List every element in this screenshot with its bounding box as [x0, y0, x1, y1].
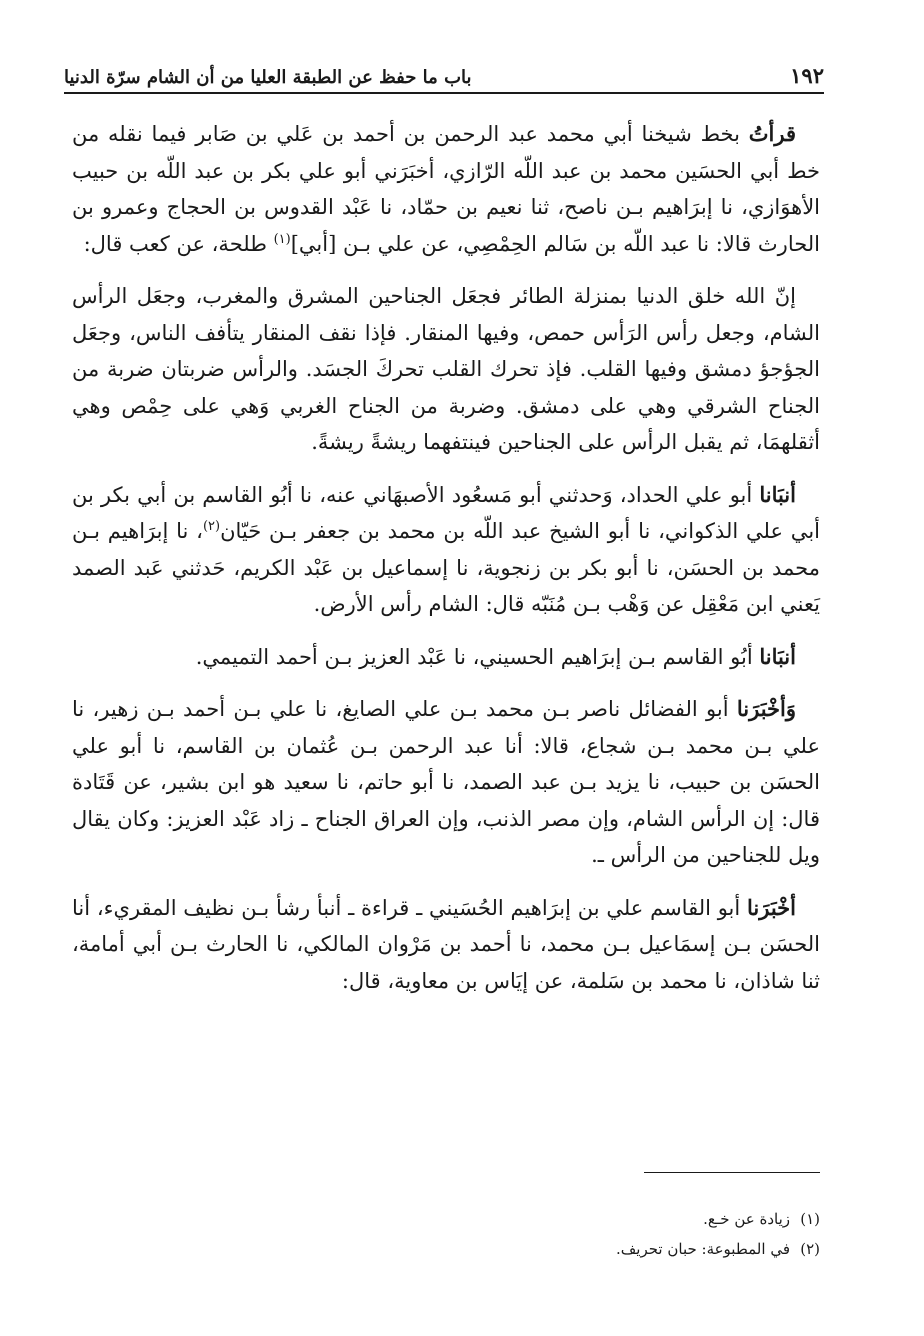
paragraph-lead-word: أنبَانا	[759, 481, 796, 507]
paragraph-lead-word: وَأخْبَرَنا	[736, 696, 796, 721]
paragraph-text: أبو القاسم علي بن إبرَاهيم الحُسَيني ـ قراءة ـ أنبأ رشأ بـن نظيف المقريء، أنا الحسَن بـن إسمَاعيل بـن محمد، نا أحمد بن مَرْوان المالكي، نا الحارث بـن أبي أمامة، ثنا شاذان، نا محمد بن سَلمة، عن إيَاس بن معاوية، قال:	[72, 895, 820, 993]
footnote-marker-2: (٢)	[202, 519, 221, 534]
paragraph-gap	[72, 623, 820, 639]
paragraph-lead-word: قرأتُ	[748, 121, 796, 146]
footnote-separator	[644, 1172, 820, 1173]
paragraph-gap	[72, 874, 820, 890]
footnote-marker-1: (١)	[273, 231, 291, 247]
paragraph-lead-word: أنبَانا	[759, 643, 796, 669]
footnote-text: في المطبوعة: حبان تحريف.	[615, 1240, 790, 1258]
footnote-1	[180, 1204, 820, 1234]
main-text	[72, 116, 820, 999]
paragraph-text-continued: ، نا إبرَاهيم بـن محمد بن الحسَن، نا أبو بكر بن زنجوية، نا إسماعيل بن عَبْد الكريم، حَدثني عَبد الصمد يَعني ابن مَعْقِل عن وَهْب بـن مُنَبّه قال: الشام رأس الأرض.	[72, 519, 820, 616]
paragraph-text: أبُو القاسم بـن إبرَاهيم الحسيني، نا عَبْد العزيز بـن أحمد التميمي.	[195, 644, 760, 669]
paragraph-6	[72, 890, 820, 1000]
paragraph-gap	[72, 675, 820, 691]
footnote-text: زيادة عن خـع.	[703, 1210, 790, 1228]
page-number: ١٩٢	[790, 63, 824, 88]
paragraph-gap	[72, 262, 820, 278]
footnotes	[180, 1204, 820, 1264]
paragraph-text: إنّ الله خلق الدنيا بمنزلة الطائر فجعَل الجناحين المشرق والمغرب، وجعَل الرأس الشام، وجعل رأس الرَأس حمص، وفيها المنقار. فإذا نقف المنقار يتأفف الناس، وجعَل الجؤجؤ دمشق وفيها القلب. فإذ تحرك القلب تحركَ الجسَد. والرأس ضربتان ضربة من الجناح الشرقي وهي على دمشق. وضربة من الجناح الغربي وَهي على حِمْص وهي أثقلهمَا، ثم يقبل الرأس على الجناحين فينتفهما ريشةً ريشةً.	[72, 284, 820, 454]
page-header	[64, 50, 824, 94]
footnote-number: (٢)	[800, 1240, 820, 1258]
paragraph-1	[72, 116, 820, 262]
paragraph-5	[72, 691, 820, 874]
paragraph-gap	[72, 461, 820, 477]
paragraph-text: أبو علي الحداد، وَحدثني أبو مَسعُود الأصبهَاني عنه، نا أبُو القاسم بن أبي بكر بن أبي علي الذكواني، نا أبو الشيخ عبد اللّه بن محمد بن جعفر بـن حَيّان	[72, 482, 820, 543]
paragraph-4	[72, 639, 820, 676]
paragraph-text-continued: طلحة، عن كعب قال:	[83, 231, 274, 256]
paragraph-text: أبو الفضائل ناصر بـن محمد بـن علي الصايغ، نا علي بـن أحمد بـن زهير، نا علي بـن محمد بـن شجاع، قالا: أنا عبد الرحمن بـن عُثمان بن القاسم، نا أبو علي الحسَن بن حبيب، نا يزيد بـن عبد الصمد، نا أبو حاتم، نا سعيد هو ابن بشير، عن قَتَادة قال: إن الرأس الشام، وإن مصر الذنب، وإن العراق الجناح ـ زاد عَبْد العزيز: وكان يقال ويل للجناحين من الرأس ـ.	[72, 697, 820, 867]
paragraph-2-quote	[72, 278, 820, 461]
footnote-number: (١)	[800, 1210, 820, 1228]
running-title: باب ما حفظ عن الطبقة العليا من أن الشام سرّة الدنيا	[64, 67, 472, 88]
paragraph-3	[72, 477, 820, 623]
paragraph-text: بخط شيخنا أبي محمد عبد الرحمن بن أحمد بن عَلي بن صَابر فيما نقله من خط أبي الحسَين محمد بن عبد اللّه الرّازي، أخبَرَني أبو علي بكر بن عبد اللّه بن حبيب الأهوَازي، نا إبرَاهيم بـن ناصح، ثنا نعيم بن حمّاد، نا عَبْد القدوس بن الحجاج وعمرو بن الحارث قالا: نا عبد اللّه بن سَالم الحِمْصِي، عن علي بـن [أبي]	[72, 122, 820, 256]
paragraph-lead-word: أخْبَرَنا	[747, 894, 796, 920]
footnote-2	[180, 1234, 820, 1264]
